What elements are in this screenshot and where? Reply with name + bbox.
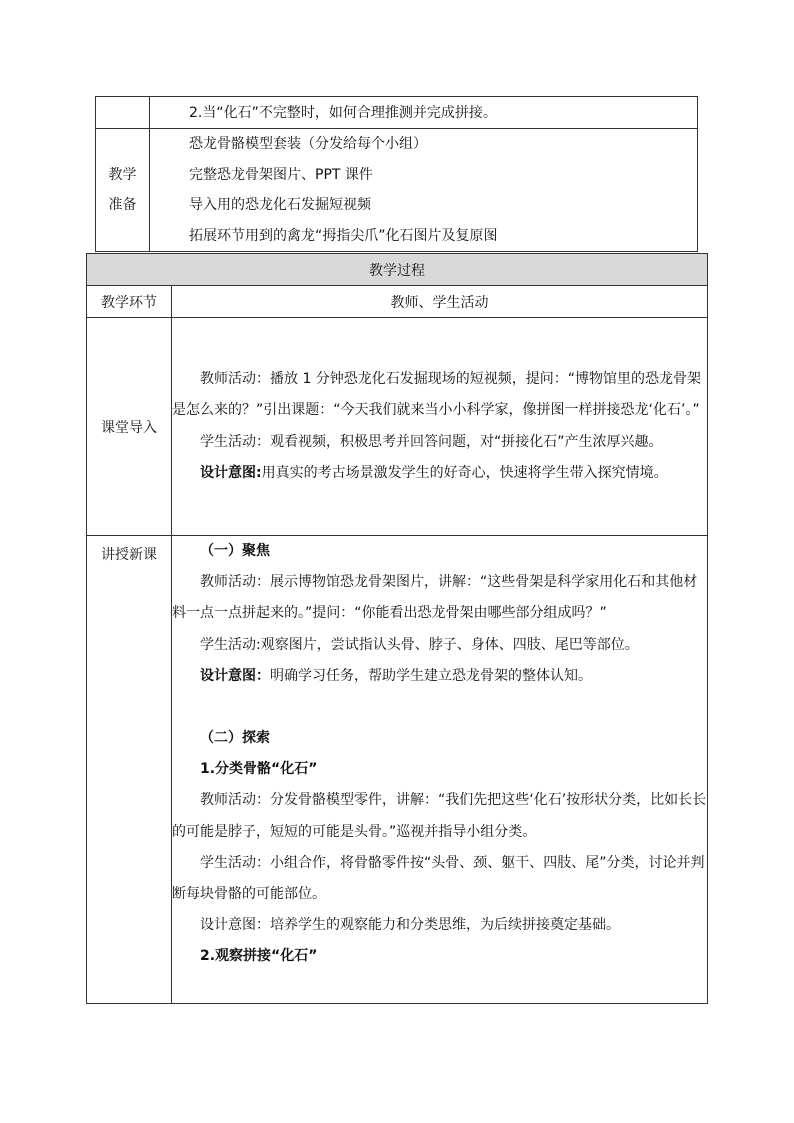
focus-teacher-activity: 教师活动：展示博物馆恐龙骨架图片，讲解：“这些骨架是科学家用化石和其他材料一点一点拼起来的。”提问：“你能看出恐龙骨架由哪些部分组成吗？” [172, 574, 698, 622]
focus-design-intent-label: 设计意图： [200, 667, 270, 684]
section-intro-content [172, 318, 708, 536]
preparation-items [150, 129, 698, 252]
section-new-lesson-row [87, 536, 708, 1004]
heading-focus: （一）聚焦 [200, 543, 270, 559]
focus-student-activity: 学生活动:观察图片，尝试指认头骨、脖子、身体、四肢、尾巴等部位。 [200, 636, 639, 653]
heading-explore: （二）探索 [200, 730, 270, 747]
section-new-lesson-content [172, 536, 708, 1004]
heading-observe-assemble: 2.观察拼接“化石” [200, 948, 318, 965]
classify-design-intent: 设计意图：培养学生的观察能力和分类思维，为后续拼接奠定基础。 [200, 917, 620, 934]
heading-classify-fossils: 1.分类骨骼“化石” [200, 761, 318, 778]
classify-teacher-activity: 教师活动：分发骨骼模型零件，讲解：“我们先把这些‘化石’按形状分类，比如长长的可能是脖子，短短的可能是头骨。”巡视并指导小组分类。 [172, 792, 707, 840]
preparation-label-line1: 教学 [108, 167, 137, 183]
preparation-table [95, 96, 698, 252]
process-title: 教学过程 [87, 254, 708, 286]
intro-design-intent-text: 用真实的考古场景激发学生的好奇心，快速将学生带入探究情境。 [261, 464, 668, 481]
section-intro-row [87, 318, 708, 536]
section-new-lesson-label: 讲授新课 [87, 536, 172, 1004]
preparation-row [96, 129, 698, 252]
focus-design-intent-text: 明确学习任务，帮助学生建立恐龙骨架的整体认知。 [270, 667, 592, 684]
preparation-label [96, 129, 150, 252]
preparation-item: 导入用的恐龙化石发掘短视频 [189, 197, 371, 213]
preparation-item: 完整恐龙骨架图片、PPT 课件 [189, 166, 373, 183]
process-header-row [87, 286, 708, 318]
classify-student-activity: 学生活动：小组合作，将骨骼零件按“头骨、颈、躯干、四肢、尾”分类，讨论并判断每块骨骼的可能部位。 [172, 854, 705, 903]
intro-design-intent [172, 458, 707, 489]
section-intro-label: 课堂导入 [87, 318, 172, 536]
preparation-item: 恐龙骨骼模型套装（分发给每个小组） [189, 136, 427, 152]
goal-row [96, 97, 698, 129]
column-header-activities: 教师、学生活动 [172, 286, 708, 318]
focus-design-intent [172, 661, 707, 692]
column-header-stage: 教学环节 [87, 286, 172, 318]
goal-row-label [96, 97, 150, 129]
spacer [172, 692, 707, 723]
intro-teacher-activity: 教师活动：播放 1 分钟恐龙化石发掘现场的短视频，提问：“博物馆里的恐龙骨架是怎么来的？”引出课题：“今天我们就来当小小科学家，像拼图一样拼接恐龙‘化石’。” [172, 371, 702, 419]
teaching-process-table [86, 253, 708, 1004]
preparation-item: 拓展环节用到的禽龙“拇指尖爪”化石图片及复原图 [189, 227, 498, 244]
intro-design-intent-label: 设计意图: [200, 464, 262, 481]
preparation-label-line2: 准备 [108, 197, 137, 213]
goal-row-text: 2.当“化石”不完整时，如何合理推测并完成拼接。 [150, 97, 698, 129]
intro-student-activity: 学生活动：观看视频，积极思考并回答问题，对“拼接化石”产生浓厚兴趣。 [200, 433, 663, 450]
